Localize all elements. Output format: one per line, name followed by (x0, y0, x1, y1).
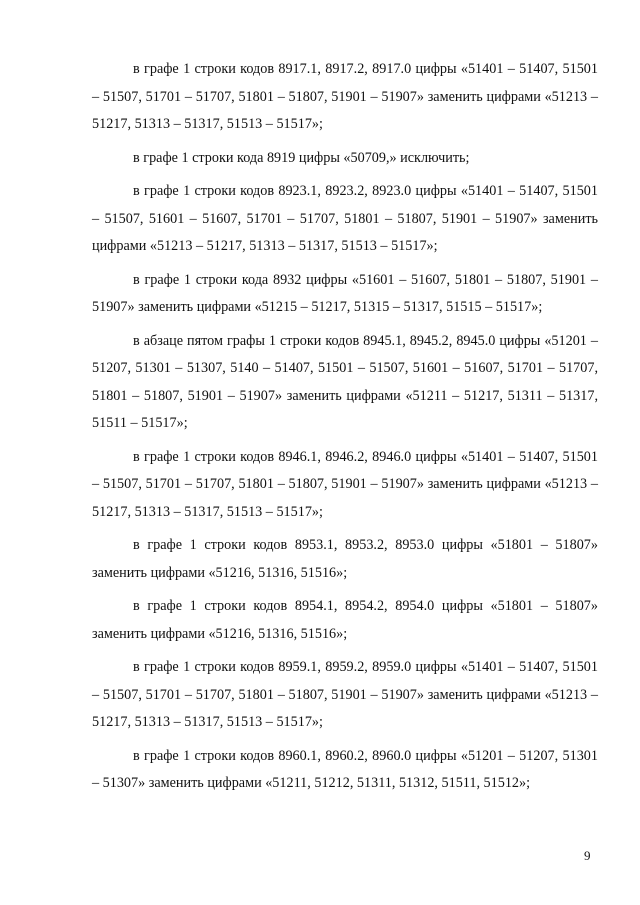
paragraph-code-8954: в графе 1 строки кодов 8954.1, 8954.2, 8954.0 цифры «51801 – 51807» заменить цифрами «51216, 51316, 51516»; (92, 598, 598, 642)
paragraph-code-8917: в графе 1 строки кодов 8917.1, 8917.2, 8917.0 цифры «51401 – 51407, 51501 – 51507, 51701 – 51707, 51801 – 51807, 51901 – 51907» заменить цифрами «51213 – 51217, 51313 – 51317, 51513 – 51517»; (92, 61, 598, 132)
page-number: 9 (584, 848, 591, 863)
paragraph-code-8919: в графе 1 строки кода 8919 цифры «50709,» исключить; (133, 149, 470, 166)
paragraph-code-8945: в абзаце пятом графы 1 строки кодов 8945.1, 8945.2, 8945.0 цифры «51201 – 51207, 51301 – 51307, 5140 – 51407, 51501 – 51507, 51601 – 51607, 51701 – 51707, 51801 – 51807, 51901 – 51907» заменить цифрами «51211 – 51217, 51311 – 51317, 51511 – 51517»; (92, 332, 598, 431)
paragraph-code-8953: в графе 1 строки кодов 8953.1, 8953.2, 8953.0 цифры «51801 – 51807» заменить цифрами «51216, 51316, 51516»; (92, 537, 598, 581)
paragraph-code-8960: в графе 1 строки кодов 8960.1, 8960.2, 8960.0 цифры «51201 – 51207, 51301 – 51307» заменить цифрами «51211, 51212, 51311, 51312, 51511, 51512»; (92, 747, 598, 791)
paragraph-code-8946: в графе 1 строки кодов 8946.1, 8946.2, 8946.0 цифры «51401 – 51407, 51501 – 51507, 51701 – 51707, 51801 – 51807, 51901 – 51907» заменить цифрами «51213 – 51217, 51313 – 51317, 51513 – 51517»; (92, 448, 598, 520)
paragraph-code-8923: в графе 1 строки кодов 8923.1, 8923.2, 8923.0 цифры «51401 – 51407, 51501 – 51507, 51601 – 51607, 51701 – 51707, 51801 – 51807, 51901 – 51907» заменить цифрами «51213 – 51217, 51313 – 51317, 51513 – 51517»; (92, 183, 598, 254)
paragraph-code-8932: в графе 1 строки кода 8932 цифры «51601 – 51607, 51801 – 51807, 51901 – 51907» заменить цифрами «51215 – 51217, 51315 – 51317, 51515 – 51517»; (92, 271, 598, 315)
document-page (92, 56, 598, 804)
paragraph-code-8959: в графе 1 строки кодов 8959.1, 8959.2, 8959.0 цифры «51401 – 51407, 51501 – 51507, 51701 – 51707, 51801 – 51807, 51901 – 51907» заменить цифрами «51213 – 51217, 51313 – 51317, 51513 – 51517»; (92, 659, 598, 730)
